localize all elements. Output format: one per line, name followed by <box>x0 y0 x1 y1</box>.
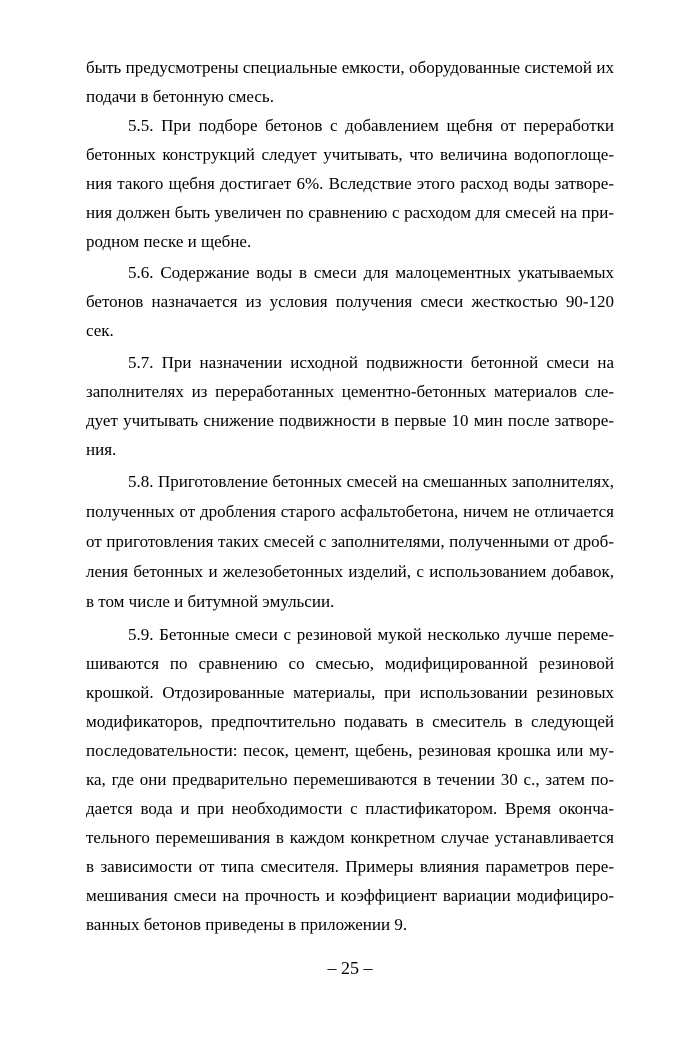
text-line: в зависимости от типа смесителя. Примеры влияния параметров пере- <box>86 857 614 876</box>
text-line: 5.9. Бетонные смеси с резиновой мукой несколько лучше переме- <box>128 625 614 644</box>
text-line: ванных бетонов приведены в приложении 9. <box>86 915 408 934</box>
text-line: в том числе и битумной эмульсии. <box>86 592 335 611</box>
text-line: ния такого щебня достигает 6%. Вследствие этого расход воды затворе- <box>86 174 614 193</box>
text-line: последовательности: песок, цемент, щебень, резиновая крошка или му- <box>86 741 614 760</box>
text-line: полученных от дробления старого асфальтобетона, ничем не отличается <box>86 502 614 521</box>
text-line: ления бетонных и железобетонных изделий, с использованием добавок, <box>86 562 614 581</box>
text-line: дует учитывать снижение подвижности в первые 10 мин после затворе- <box>86 411 614 430</box>
text-line: ка, где они предварительно перемешиваются в течении 30 с., затем по- <box>86 770 614 789</box>
text-line: дается вода и при необходимости с пластификатором. Время оконча- <box>86 799 614 818</box>
text-line: мешивания смеси на прочность и коэффициент вариации модифициро- <box>86 886 614 905</box>
text-line: тельного перемешивания в каждом конкретном случае устанавливается <box>86 828 614 847</box>
text-line: модификаторов, предпочтительно подавать в смеситель в следующей <box>86 712 614 731</box>
text-line: шиваются по сравнению со смесью, модифицированной резиновой <box>86 654 614 673</box>
text-line: быть предусмотрены специальные емкости, оборудованные системой их <box>86 58 614 77</box>
text-line: родном песке и щебне. <box>86 232 252 251</box>
text-line: крошкой. Отдозированные материалы, при использовании резиновых <box>86 683 614 702</box>
text-line: 5.7. При назначении исходной подвижности бетонной смеси на <box>128 353 614 372</box>
text-line: 5.8. Приготовление бетонных смесей на смешанных заполнителях, <box>128 472 614 491</box>
text-line: ния должен быть увеличен по сравнению с расходом для смесей на при- <box>86 203 614 222</box>
text-line: бетонных конструкций следует учитывать, что величина водопоглоще- <box>86 145 614 164</box>
text-line: подачи в бетонную смесь. <box>86 87 274 106</box>
text-line: бетонов назначается из условия получения смеси жесткостью 90-120 <box>86 292 614 311</box>
text-line: заполнителях из переработанных цементно-бетонных материалов сле- <box>86 382 614 401</box>
text-line: 5.5. При подборе бетонов с добавлением щебня от переработки <box>128 116 614 135</box>
text-line: сек. <box>86 321 114 340</box>
text-line: ния. <box>86 440 117 459</box>
text-line: 5.6. Содержание воды в смеси для малоцементных укатываемых <box>128 263 614 282</box>
text-line: от приготовления таких смесей с заполнителями, полученными от дроб- <box>86 532 614 551</box>
page-number: – 25 – <box>327 958 373 978</box>
